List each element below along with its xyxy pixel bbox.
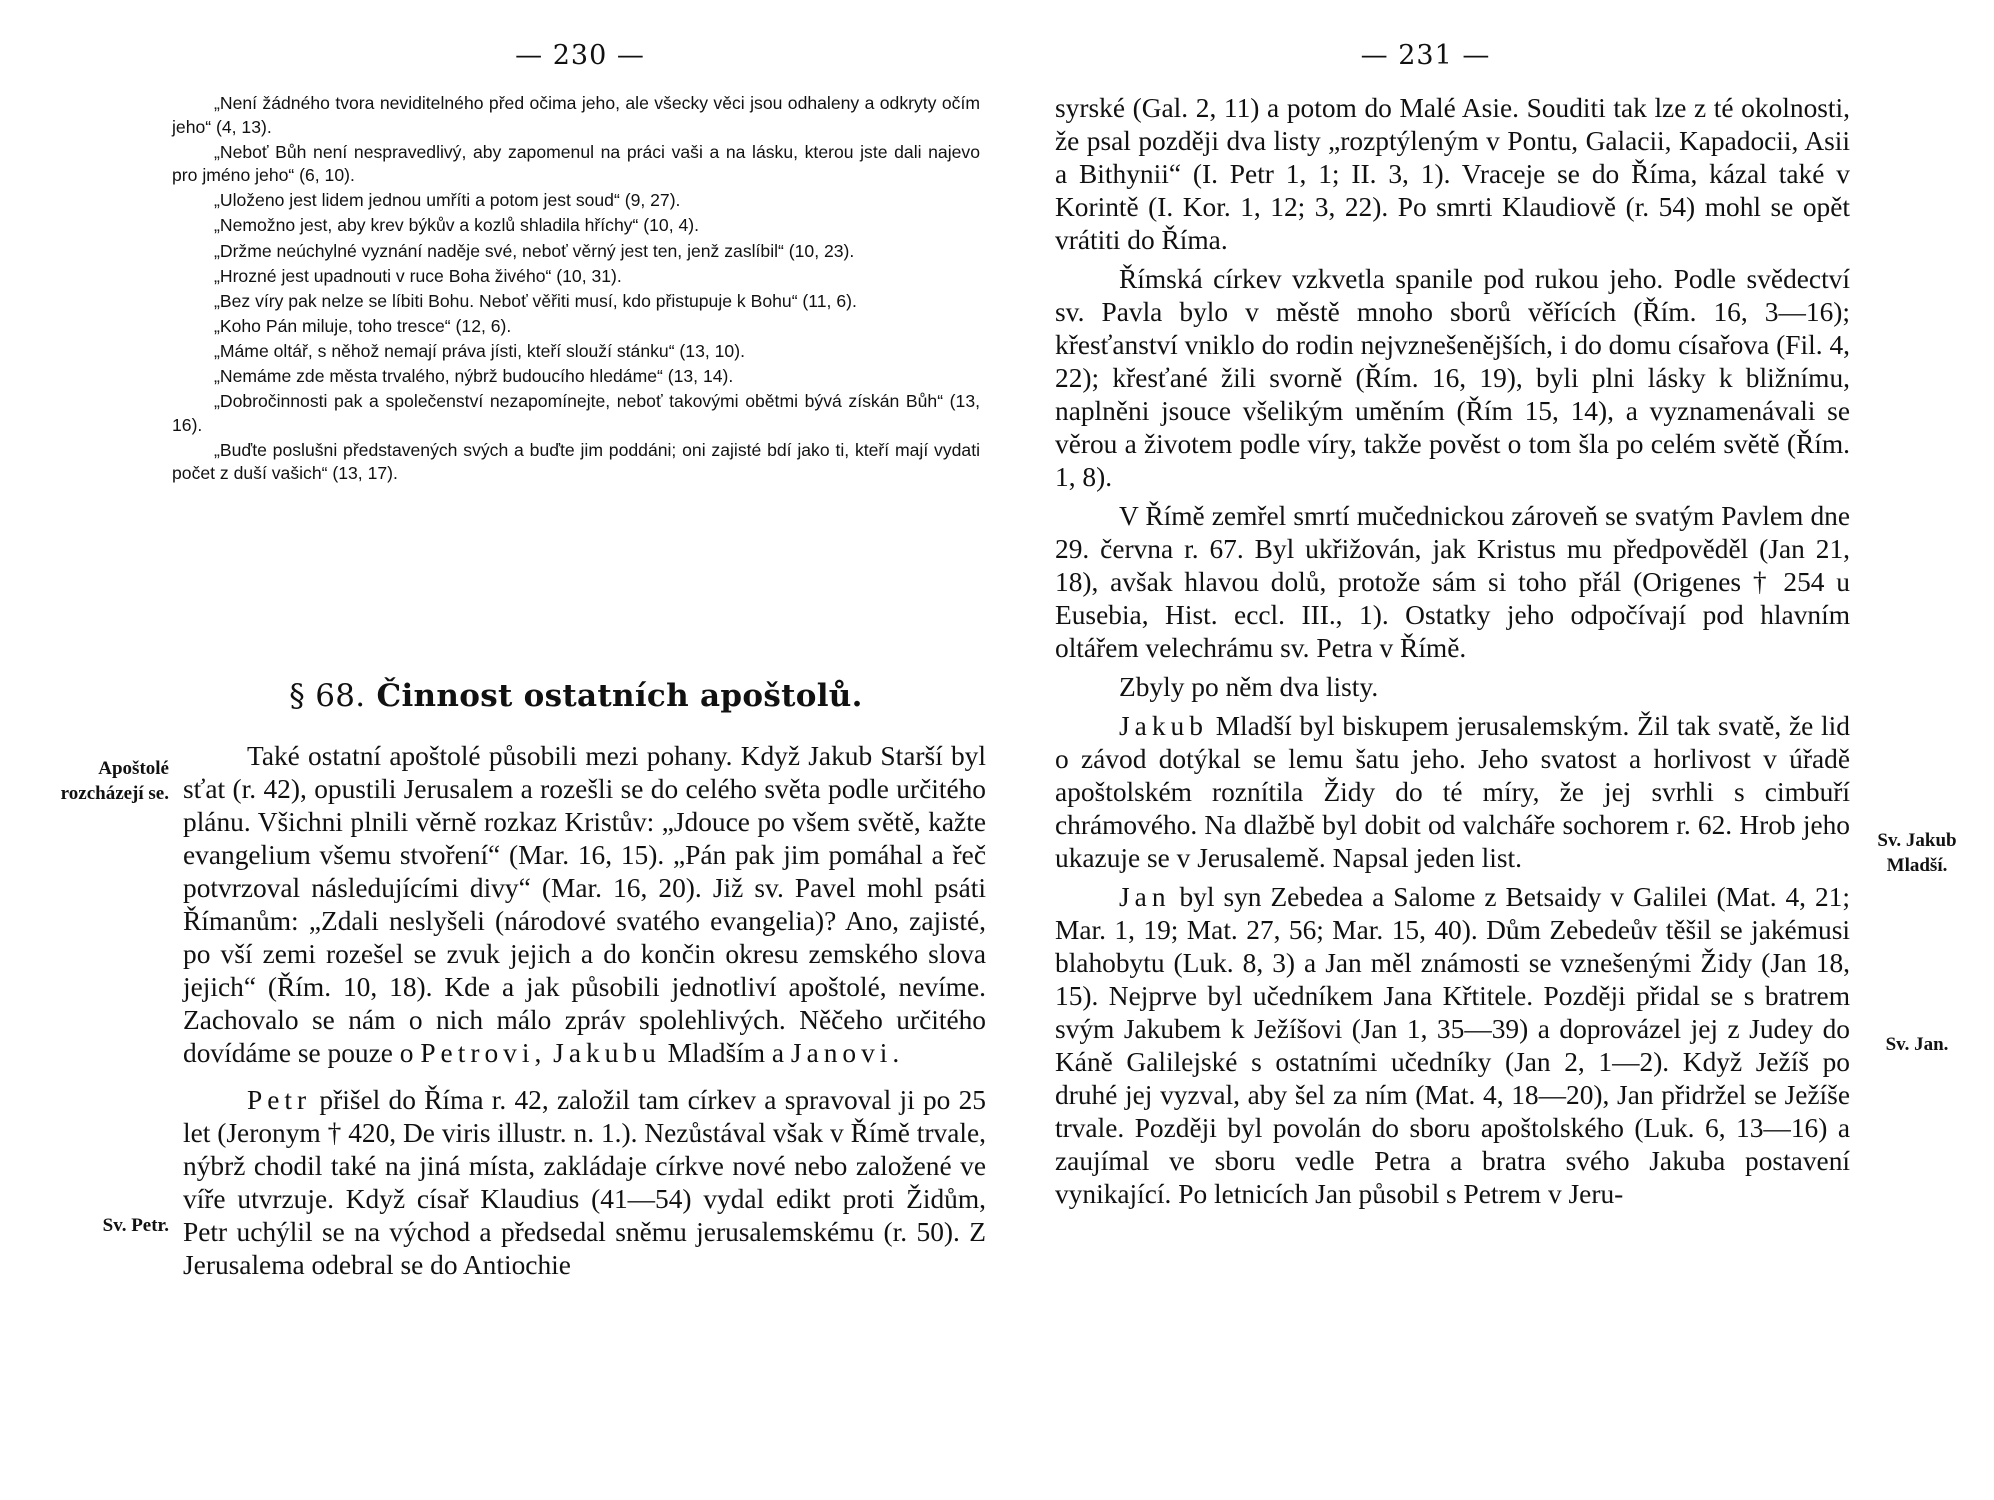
quote: „Dobročinnosti pak a společenství nezapomínejte, neboť takovými obětmi bývá získán Bůh“ (13, 16). [172,391,980,435]
page-number-left-text: — 230 — [515,40,645,71]
paragraph-continuation: syrské (Gal. 2, 11) a potom do Malé Asie. Souditi tak lze z té okolnosti, že psal později dva listy „rozptýleným v Pontu, Galacii, Kapadocii, Asii a Bithynii“ (I. Petr 1, 1; II. 3, 1). Vraceje se do Říma, kázal také v Korintě (I. Kor. 1, 12; 3, 22). Po smrti Klaudiově (r. 54) mohl se opět vrátiti do Říma. [1055,93,1850,255]
quote: „Koho Pán miluje, toho tresce“ (12, 6). [214,315,512,336]
quote: „Držme neúchylné vyznání naděje své, neboť věrný jest ten, jenž zaslíbil“ (10, 23). [214,240,855,261]
page-number-left [0,40,980,71]
margin-note-petr [14,1213,169,1238]
name-janovi: Janovi. [790,1038,905,1068]
quote: „Není žádného tvora neviditelného před očima jeho, ale všecky věci jsou odhaleny a odkryty očím jeho“ (4, 13). [172,93,980,137]
quotes-block [172,92,980,488]
paragraph-rimska-cirkev: Římská církev vzkvetla spanile pod rukou jeho. Podle svědectví sv. Pavla bylo v městě mnoho sborů věřících (Řím. 16, 3—16); křesťanství vniklo do rodin nejvznešenějších, i do domu císařova (Fil. 4, 22); křesťané žili svorně (Řím. 16, 19), byli plni lásky k bližnímu, naplněni jsouce všelikým uměním (Řím 15, 14), a vyznamenávali se věrou a životem podle víry, takže pověst o tom šla po celém světě (Řím. 1, 8). [1055,264,1850,492]
margin-note-line: Mladší. [1886,855,1948,876]
quote: „Hrozné jest upadnouti v ruce Boha živého“ (10, 31). [214,265,622,286]
section-heading [172,678,980,714]
paragraph-text: Také ostatní apoštolé působili mezi pohany. Když Jakub Starší byl sťat (r. 42), opustili Jerusalem a rozešli se do celého světa podle určitého plánu. Všichni plnili věrně rozkaz Kristův: „Jdouce po všem světě, kažte evangelium všemu stvoření“ (Mar. 16, 15). „Pán pak jim pomáhal a řeč potvrzoval následujícími divy“ (Mar. 16, 20). Již sv. Pavel mohl psáti Římanům: „Zdali neslyšeli (národové svatého evangelia)? Ano, zajisté, po vší zemi rozešel se zvuk jejich a do končin okresu zemského slova jejich“ (Řím. 10, 18). Kde a jak působili jednotliví apoštolé, nevíme. Zachovalo se nám o nich málo zpráv spolehlivých. Něčeho určitého dovídáme se pouze o [183,741,986,1068]
page-number-right-text: — 231 — [1360,40,1491,71]
name-petrovi: Petrovi, [420,1038,547,1068]
quote: „Nemáme zde města trvalého, nýbrž budoucího hledáme“ (13, 14). [214,366,734,387]
paragraph-text: Mladším a [667,1038,785,1068]
paragraph-listy: Zbyly po něm dva listy. [1119,672,1379,702]
margin-note-line: Apoštolé [98,758,169,779]
quote: „Bez víry pak nelze se líbiti Bohu. Neboť věřiti musí, kdo přistupuje k Bohu“ (11, 6). [214,290,857,311]
paragraph-text: Mladší byl biskupem jerusalemským. Žil tak svatě, že lid o závod dotýkal se lemu šatu jeho. Jeho svatost a horlivost v úřadě apoštolském roznítila Židy do té míry, že jej svrhli s cimbuří chrámového. Na dlažbě byl dobit od valcháře sochorem r. 62. Hrob jeho ukazuje se v Jerusalemě. Napsal jeden list. [1055,711,1850,873]
paragraph-text: přišel do Říma r. 42, založil tam církev a spravoval ji po 25 let (Jeronym † 420, De viris illustr. n. 1.). Nezůstával však v Římě trvale, nýbrž chodil také na jiná místa, zakládaje církve nové nebo založené ve víře utvrzuje. Když císař Klaudius (41—54) vydal edikt proti Židům, Petr uchýlil se na východ a předsedal sněmu jerusalemskému (r. 50). Z Jerusalema odebral se do Antiochie [183,1085,986,1280]
right-page [997,0,1994,1500]
paragraph-jakub [1055,710,1850,875]
paragraph-petr [183,1084,986,1282]
right-body [1055,92,1850,1217]
quote: „Buďte poslušni představených svých a buďte jim poddáni; oni zajisté bdí jako ti, kteří mají vydati počet z duší vašich“ (13, 17). [172,439,980,484]
quote: „Uloženo jest lidem jednou umříti a potom jest soud“ (9, 27). [214,190,681,211]
paragraph-text: byl syn Zebedea a Salome z Betsaidy v Galilei (Mat. 4, 21; Mar. 1, 19; Mat. 27, 56; Mar. 15, 40). Dům Zebedeův těšil se jakémusi blahobytu (Luk. 8, 3) a Jan měl známosti se vznešenými Židy (Jan 18, 15). Nejprve byl učedníkem Jana Křtitele. Později přidal se s bratrem svým Jakubem k Ježíšovi (Jan 1, 35—39) a doprovázel jej z Judey do Káně Galilejské s ostatními učedníky (Jan 2, 1—2). Když Ježíš po druhé jej vyzval, aby šel za ním (Mat. 4, 18—20), Jan přidržel se Ježíše trvale. Později byl povolán do sboru apoštolského (Luk. 6, 13—16) a zaujímal ve sboru vedle Petra a bratra svého Jakuba postavení vynikající. Po letnicích Jan působil s Petrem v Jeru- [1055,882,1850,1209]
quote: „Nemožno jest, aby krev býkův a kozlů shladila hříchy“ (10, 4). [214,215,700,236]
name-petr: Petr [247,1085,312,1115]
margin-note-line: Sv. Jakub [1877,830,1957,851]
paragraph-v-rime: V Římě zemřel smrtí mučednickou zároveň se svatým Pavlem dne 29. června r. 67. Byl ukřižován, jak Kristus mu předpověděl (Jan 21, 18), avšak hlavou dolů, protože sám si toho přál (Origenes † 254 u Eusebia, Hist. eccl. III., 1). Ostatky jeho odpočívají pod hlavním oltářem velechrámu sv. Petra v Římě. [1055,501,1850,663]
name-jan: Jan [1119,882,1171,912]
left-body [183,740,986,1288]
paragraph-jan [1055,881,1850,1211]
section-title: Činnost ostatních apoštolů. [376,678,863,714]
margin-note-jan [1852,1032,1982,1057]
margin-note-line: Sv. Jan. [1885,1034,1949,1055]
margin-note-line: Sv. Petr. [102,1215,169,1236]
name-jakubu: Jakubu [553,1038,661,1068]
page-number-right [997,40,1994,71]
margin-note-line: rozcházejí se. [60,783,169,804]
name-jakub: Jakub [1119,711,1208,741]
paragraph-apostles [183,740,986,1070]
quote: „Máme oltář, s něhož nemají práva jísti, kteří slouží stánku“ (13, 10). [214,340,745,361]
margin-note-apostles [14,756,169,806]
section-sign: § 68. [289,678,366,714]
quote: „Neboť Bůh není nespravedlivý, aby zapomenul na práci vaši a na lásku, kterou jste dali najevo pro jméno jeho“ (6, 10). [172,141,980,186]
margin-note-jakub [1852,828,1982,878]
